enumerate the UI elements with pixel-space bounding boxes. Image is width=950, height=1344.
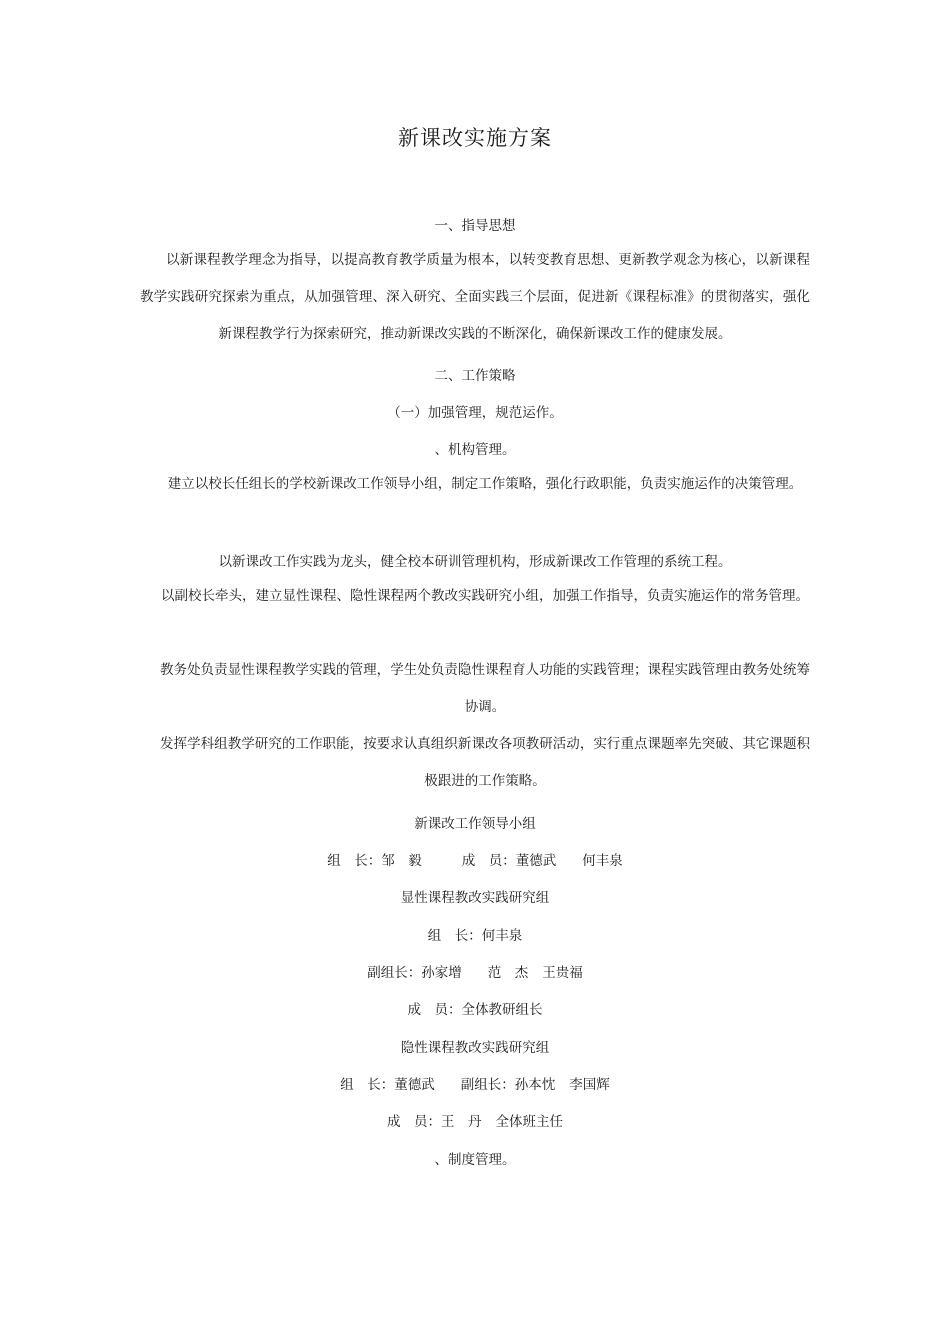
- leader-label: 组 长：: [340, 1077, 395, 1093]
- group-name-implicit-curriculum: 隐性课程教改实践研究组: [400, 1040, 550, 1056]
- deputy-name: 范 杰: [487, 965, 529, 981]
- group-explicit-leader: [0, 924, 950, 944]
- deputy-name: 李国辉: [569, 1077, 610, 1093]
- item-heading-organization: 、机构管理。: [434, 442, 516, 458]
- group-implicit-members: [0, 1110, 950, 1130]
- paragraph-leading-group: 建立以校长任组长的学校新课改工作领导小组，制定工作策略，强化行政职能，负责实施运作的决策管理。: [167, 476, 803, 492]
- group-leading-members: [0, 849, 950, 869]
- leader-label: 组 长：: [427, 928, 482, 944]
- leader-name: 董德武: [394, 1077, 435, 1093]
- group-name-leading: 新课改工作领导小组: [414, 816, 536, 832]
- paragraph-subject-groups: 发挥学科组教学研究的工作职能，按要求认真组织新课改各项教研活动，实行重点课题率先突破、其它课题积极跟进的工作策略。: [160, 736, 810, 789]
- member-label: 成 员：: [461, 853, 516, 869]
- member-label: 成 员：: [387, 1114, 441, 1130]
- section-heading-guiding-ideology: 一、指导思想: [434, 218, 516, 234]
- deputy-name: 王贵福: [542, 965, 583, 981]
- paragraph-office-duties: 教务处负责显性课程教学实践的管理，学生处负责隐性课程育人功能的实践管理；课程实践管理由教务处统筹协调。: [160, 662, 810, 715]
- member-name: 全体教研组长: [461, 1002, 543, 1018]
- member-name: 何丰泉: [582, 853, 623, 869]
- group-implicit-leaders: [0, 1073, 950, 1093]
- leader-label: 组 长：: [327, 853, 382, 869]
- paragraph-research-teams: 以副校长牵头，建立显性课程、隐性课程两个教改实践研究小组，加强工作指导，负责实施运作的常务管理。: [161, 588, 809, 604]
- member-label: 成 员：: [407, 1002, 462, 1018]
- paragraph-guiding-ideology: 以新课程教学理念为指导，以提高教育教学质量为根本，以转变教育思想、更新教学观念为核心，以新课程教学实践研究探索为重点，从加强管理、深入研究、全面实践三个层面，促进新《课程标准》的贯彻落实，强化新课程教学行为探索研究，推动新课改实践的不断深化，确保新课改工作的健康发展。: [140, 252, 810, 342]
- group-name-explicit-curriculum: 显性课程教改实践研究组: [400, 890, 550, 906]
- leader-name: 邹 毅: [381, 853, 422, 869]
- item-heading-system-management: 、制度管理。: [434, 1152, 516, 1168]
- group-explicit-deputies: [0, 961, 950, 981]
- leader-name: 何丰泉: [481, 928, 523, 944]
- deputy-label: 副组长：: [460, 1077, 515, 1093]
- section-heading-work-strategy: 二、工作策略: [434, 368, 516, 384]
- member-name: 董德武: [515, 853, 557, 869]
- group-explicit-members: [0, 998, 950, 1018]
- member-name: 全体班主任: [495, 1114, 563, 1130]
- member-name: 王 丹: [441, 1114, 482, 1130]
- paragraph-research-organization: 以新课改工作实践为龙头，健全校本研训管理机构，形成新课改工作管理的系统工程。: [218, 554, 732, 570]
- deputy-name: 孙家增: [421, 965, 462, 981]
- deputy-label: 副组长：: [367, 965, 422, 981]
- deputy-name: 孙本忱: [514, 1077, 556, 1093]
- document-title: 新课改实施方案: [398, 126, 552, 150]
- subsection-heading-management: （一）加强管理，规范运作。: [387, 405, 563, 421]
